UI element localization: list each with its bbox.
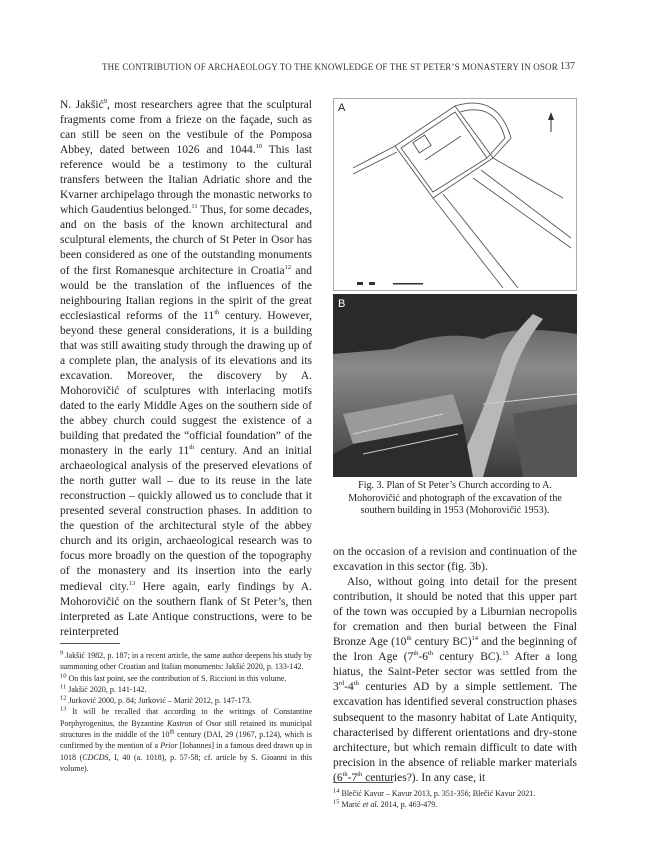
footnote-divider [60,643,120,644]
footnote-ref[interactable]: 12 [284,263,292,271]
figure-3 [333,98,577,478]
footnote-ref[interactable]: 11 [191,203,198,211]
paragraph: N. Jakšić$^9$, most researchers agree that the sculptural fragments come from a frieze on the façade, such as can still be seen on the vestibule of the Pomposa Abbey, dated between 1026 and 1044.10 This last reference would be a testimony to the cultural transfers between the Italian Adriatic shore and the Kvarner archipelago through the monastic networks to which Gaudentius belonged.$^{11}$ Thus, for some decades, and on the basis of the known architectural and sculptural elements, the church of St Peter in Osor has been considered as one of the outstanding monuments of the first Romanesque architecture in Croatia$^{12}$ and would be the translation of the influences of the neighbouring Italian regions in the spirit of the great ecclesiastical reforms of the 11th century. However, beyond these general considerations, it is a building that was still awaiting study through the drawing up of a complete plan, the analysis of its elevations and its excavation. Moreover, the discovery by A. Mohorovičić of sculptures with interlacing motifs dated to the early Middle Ages on the southern side of the abbey church could suggest the existence of a building that predated the “official foundation” of the monastery in the early 11th century. And an initial archaeological analysis of the preserved elevations of the north gutter wall – due to its reuse in the late reconstruction – quickly allowed us to conclude that it presented several construction phases. In addition to the question of the architectural style of the abbey church and its origin, archaeological research was to focus more broadly on the question of the topography of the monastery and its insertion into the early medieval city.$^{13}$ Here again, early findings by A. Mohorovičić on the southern flank of St Peter’s, then interpreted as Late Antique constructions, were to be reinterpreted [60,98,313,638]
left-text-column [60,98,312,640]
paragraph: Also, without going into detail for the present contribution, it should be noted that this upper part of the town was occupied by a Liburnian necropolis for cremation and then burial between the Final Bronze Age (10th century BC)$^{14}$ and the beginning of the Iron Age (7th-6th century BC).$^{15}$ After a long hiatus, the Saint-Peter sector was settled from the 3rd-4th centuries AD by a simple settlement. The excavation has identified several construction phases subsequent to the masonry habitat of Late Antiquity, characterised by different orientations and dry-stone architecture, but which remain difficult to date with precision in the absence of reliable marker materials (6th-7th centuries?). In any case, it [333,576,577,784]
footnote-11: $^{11}$ Jakšić 2020, p. 141-142. [60,683,147,694]
footnote-10: $^{10}$ On this last point, see the contribution of S. Riccioni in this volume. [60,671,287,683]
footnote-ref[interactable]: 9 [103,98,107,106]
running-title: THE CONTRIBUTION OF ARCHAEOLOGY TO THE KNOWLEDGE OF THE ST PETER’S MONASTERY IN OSOR [102,62,558,72]
right-footnotes [333,788,577,811]
footnote-ref[interactable]: 13 [128,579,136,587]
footnote-ref[interactable]: 14 [471,635,479,643]
footnote-14: $^{14}$ Blečić Kavur – Kavur 2013, p. 351-356; Blečić Kavur 2021. [333,787,536,798]
footnote-9: $^9$ Jakšić 1982, p. 187; in a recent article, the same author deepens his study by summoning other Croatian and Italian monuments: Jakšić 2020, p. 133-142. [60,649,312,672]
figure-label-b: B [338,298,346,310]
footnote-divider [333,782,393,783]
left-footnotes [60,650,312,774]
figure-3a-plan [333,98,577,291]
footnote-ref[interactable]: 15 [502,650,509,658]
footnote-15: $^{15}$ Marić et al. 2014, p. 463-479. [333,798,438,810]
figure-3b-photo [333,294,577,477]
right-text-column [333,545,577,786]
page-number: 137 [560,61,575,72]
figure-caption: Fig. 3. Plan of St Peter’s Church according to A. Mohorovičić and photograph of the excavation of the southern building in 1953 (Mohorovičić 1953). [348,480,562,516]
paragraph: on the occasion of a revision and continuation of the excavation in this sector (fig. 3b). [333,546,577,574]
footnote-12: $^{12}$ Jurković 2000, p. 84; Jurković – Marić 2012, p. 147-173. [60,694,252,706]
figure-label-a: A [338,102,346,114]
footnote-ref[interactable]: 10 [255,143,263,151]
footnote-13: $^{13}$ It will be recalled that according to the writings of Constantine Porphyrogenitus, the Byzantine Kastron of Osor still retained its municipal structures in the middle of the 10th century (DAI, 29 (1967, p.124), which is confirmed by the mention of a Prior [Iohannes] in a famous deed drawn up in 1018 (CDCDS, I, 40 (a. 1018), p. 57-58; cf. article by S. Gioanni in this volume). [60,705,312,773]
page-header [0,62,650,76]
